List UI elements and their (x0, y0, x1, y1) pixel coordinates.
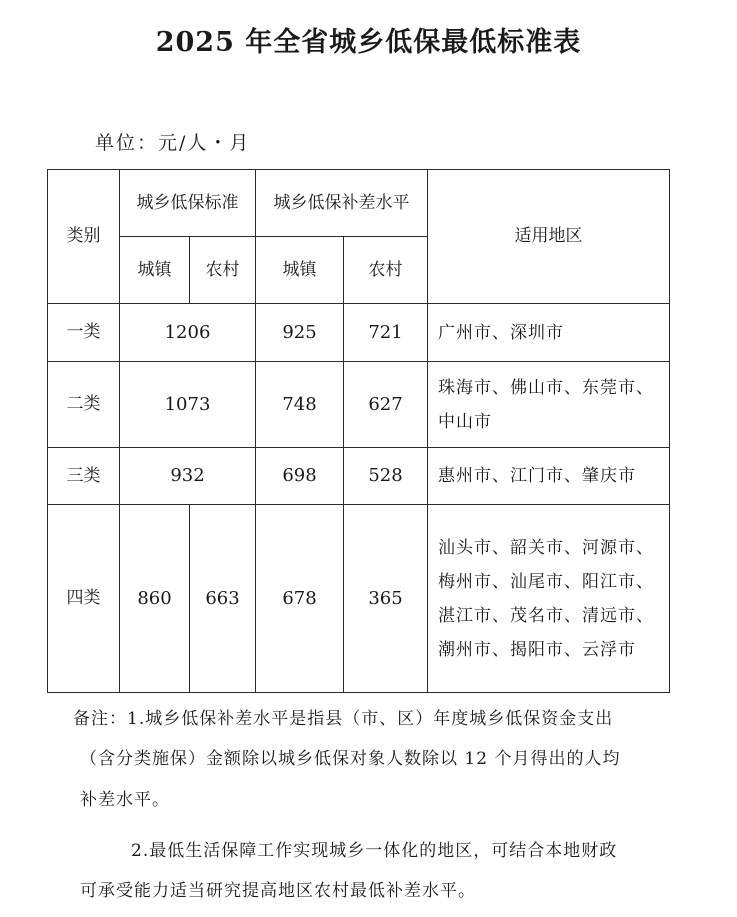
row-subsidy-rural: 528 (344, 448, 428, 505)
area-line: 珠海市、佛山市、东莞市、 (438, 377, 654, 398)
row-category: 一类 (48, 304, 120, 362)
row-subsidy-urban: 748 (256, 362, 344, 448)
table-row (48, 362, 670, 448)
area-line: 梅州市、汕尾市、阳江市、 (438, 571, 654, 592)
note-line: （含分类施保）金额除以城乡低保对象人数除以 12 个月得出的人均 (80, 749, 621, 769)
table-row (48, 448, 670, 505)
row-area (428, 362, 670, 448)
note-line: 补差水平。 (80, 790, 170, 810)
area-line: 中山市 (438, 411, 492, 432)
header-area: 适用地区 (428, 170, 670, 304)
header-standard-urban: 城镇 (120, 237, 190, 304)
note-line: 2.最低生活保障工作实现城乡一体化的地区，可结合本地财政 (131, 841, 618, 861)
header-category: 类别 (48, 170, 120, 304)
row-subsidy-urban: 925 (256, 304, 344, 362)
row-category: 四类 (48, 505, 120, 693)
table-row (48, 505, 670, 693)
row-area (428, 448, 670, 505)
area-line: 潮州市、揭阳市、云浮市 (438, 639, 636, 660)
header-subsidy: 城乡低保补差水平 (256, 170, 428, 237)
row-subsidy-rural: 627 (344, 362, 428, 448)
page-title: 2025 年全省城乡低保最低标准表 (155, 27, 582, 58)
row-standard: 932 (120, 448, 256, 505)
row-standard-urban: 860 (120, 505, 190, 693)
unit-label: 单位：元/人・月 (95, 132, 251, 154)
standards-table (47, 169, 670, 693)
header-subsidy-rural: 农村 (344, 237, 428, 304)
area-line: 惠州市、江门市、肇庆市 (438, 466, 636, 486)
row-area (428, 304, 670, 362)
area-line: 湛江市、茂名市、清远市、 (438, 605, 654, 626)
row-subsidy-rural: 365 (344, 505, 428, 693)
area-line: 汕头市、韶关市、河源市、 (438, 537, 654, 558)
header-standard: 城乡低保标准 (120, 170, 256, 237)
row-area (428, 505, 670, 693)
note-line: 备注：1.城乡低保补差水平是指县（市、区）年度城乡低保资金支出 (73, 709, 614, 729)
area-line: 广州市、深圳市 (438, 322, 564, 343)
row-standard-rural: 663 (190, 505, 256, 693)
row-standard: 1073 (120, 362, 256, 448)
row-subsidy-rural: 721 (344, 304, 428, 362)
row-subsidy-urban: 698 (256, 448, 344, 505)
note-line: 可承受能力适当研究提高地区农村最低补差水平。 (80, 881, 476, 901)
row-category: 二类 (48, 362, 120, 448)
row-subsidy-urban: 678 (256, 505, 344, 693)
row-standard: 1206 (120, 304, 256, 362)
table-row (48, 304, 670, 362)
header-subsidy-urban: 城镇 (256, 237, 344, 304)
header-standard-rural: 农村 (190, 237, 256, 304)
row-category: 三类 (48, 448, 120, 505)
